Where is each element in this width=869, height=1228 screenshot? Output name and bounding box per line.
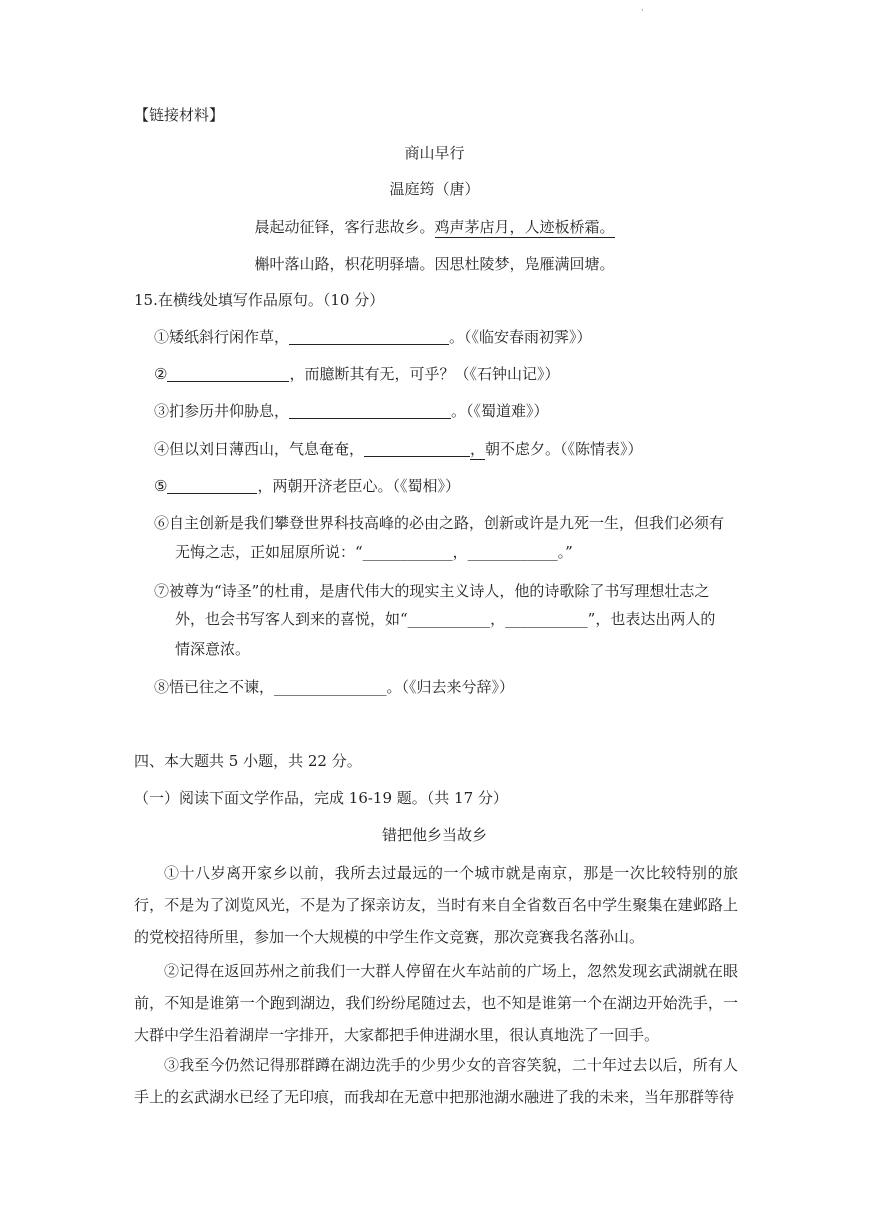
- header-dot: ·: [641, 6, 644, 16]
- q15-item-1: [154, 327, 592, 347]
- q15-item-3: [154, 401, 549, 421]
- section-4-subheading: （一）阅读下面文学作品，完成 16-19 题。（共 17 分）: [134, 789, 508, 807]
- q15-item-7-line-2: 外，也会书写客人到来的喜悦，如“___________，___________”，也表达出两人的: [175, 610, 716, 628]
- q15-item-2-post: ，而臆断其有无，可乎？（《石钟山记》）: [289, 365, 560, 383]
- answer-blank-2[interactable]: [167, 366, 289, 382]
- article-title: 错把他乡当故乡: [381, 826, 487, 844]
- article-paragraph-2: ②记得在返回苏州之前我们一大群人停留在火车站前的广场上，忽然发现玄武湖就在眼前，不知是谁第一个跑到湖边，我们纷纷尾随过去，也不知是谁第一个在湖边开始洗手，一大群中学生沿着湖岸一字排开，大家都把手伸进湖水里，很认真地洗了一回手。: [134, 962, 738, 1044]
- q15-item-7-line-3: 情深意浓。: [175, 640, 251, 658]
- poem-title: 商山早行: [404, 144, 465, 162]
- q15-item-5-pre: ⑤: [154, 477, 168, 495]
- q15-item-4-comma: ，: [470, 440, 486, 458]
- q15-item-4: [154, 439, 643, 459]
- article-paragraph-1: ①十八岁离开家乡以前，我所去过最远的一个城市就是南京，那是一次比较特别的旅行，不是为了浏览风光，不是为了探亲访友，当时有来自全省数百名中学生聚集在建邺路上的党校招待所里，参加一个大规模的中学生作文竞赛，那次竞赛我名落孙山。: [134, 864, 738, 946]
- link-material-heading: 【链接材料】: [134, 106, 225, 124]
- q15-item-5: [154, 476, 460, 496]
- q15-item-4-pre: ④但以刘日薄西山，气息奄奄，: [154, 440, 365, 458]
- q15-item-7-line-1: ⑦被尊为“诗圣”的杜甫，是唐代伟大的现实主义诗人，他的诗歌除了书写理想壮志之: [154, 582, 710, 600]
- q15-stem: 15.在横线处填写作品原句。（10 分）: [134, 291, 385, 309]
- q15-item-2: [154, 364, 559, 384]
- poem-author: 温庭筠（唐）: [389, 180, 480, 198]
- poem-line-2: 槲叶落山路，枳花明驿墙。因思杜陵梦，凫雁满回塘。: [254, 255, 615, 273]
- q15-item-5-post: ，两朝开济老臣心。（《蜀相》）: [257, 477, 460, 495]
- q15-item-3-pre: ③扪参历井仰胁息，: [154, 402, 290, 420]
- q15-item-1-pre: ①矮纸斜行闲作草，: [154, 328, 290, 346]
- q15-item-4-post: 朝不虑夕。（《陈情表》）: [485, 440, 643, 458]
- q15-item-8: ⑧悟已往之不谏，_______________。（《归去来兮辞》）: [154, 678, 515, 696]
- answer-blank-5[interactable]: [167, 478, 257, 494]
- q15-item-3-post: 。（《蜀道难》）: [451, 402, 549, 420]
- poem-line-1: [0, 217, 869, 237]
- q15-item-1-post: 。（《临安春雨初霁》）: [449, 328, 592, 346]
- poem-line-1a: 晨起动征铎，客行悲故乡。: [254, 218, 435, 236]
- answer-blank-4[interactable]: [364, 441, 470, 457]
- poem-line-1b-underlined: 鸡声茅店月，人迹板桥霜。: [434, 218, 615, 236]
- section-4-heading: 四、本大题共 5 小题，共 22 分。: [134, 752, 362, 770]
- answer-blank-3[interactable]: [289, 403, 451, 419]
- q15-item-6-line-2: 无悔之志，正如屈原所说：“____________，____________。”: [175, 543, 573, 561]
- q15-item-6-line-1: ⑥自主创新是我们攀登世界科技高峰的必由之路，创新或许是九死一生，但我们必须有: [154, 514, 725, 532]
- answer-blank-1[interactable]: [289, 329, 449, 345]
- article-paragraph-3: ③我至今仍然记得那群蹲在湖边洗手的少男少女的音容笑貌，二十年过去以后，所有人手上的玄武湖水已经了无印痕，而我却在无意中把那池湖水融进了我的未来，当年那群等待: [134, 1056, 738, 1106]
- q15-item-2-pre: ②: [154, 365, 168, 383]
